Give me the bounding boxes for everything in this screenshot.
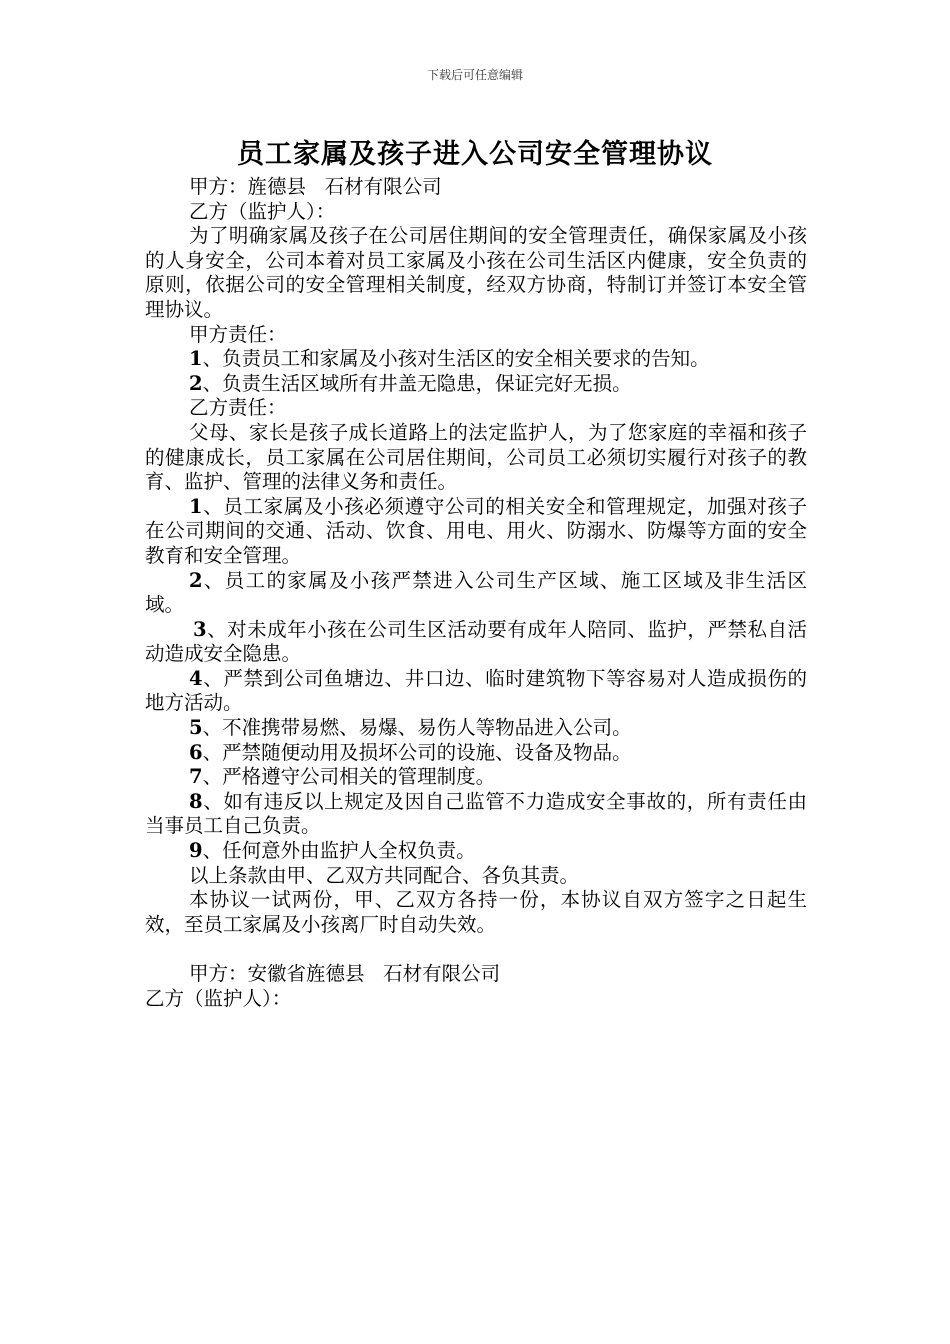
party-b-item-4 [145,667,807,716]
item-text: 、如有违反以上规定及因自己监管不力造成安全事故的，所有责任由当事员工自己负责。 [145,789,807,838]
item-text: 、严禁随便动用及损坏公司的设施、设备及物品。 [202,740,632,764]
item-text: 、负责生活区域所有井盖无隐患，保证完好无损。 [202,371,632,395]
item-number: 3 [193,617,207,641]
item-number: 4 [189,666,203,690]
item-number: 2 [189,371,203,395]
party-b-item-7 [145,765,807,790]
joint-responsibility: 以上条款由甲、乙双方共同配合、各负其责。 [189,863,580,887]
party-b-intro-paragraph: 父母、家长是孩子成长道路上的法定监护人，为了您家庭的幸福和孩子的健康成长，员工家属在公司居住期间，公司员工必须切实履行对孩子的教育、监护、管理的法律义务和责任。 [145,420,807,494]
party-a-responsibility-heading: 甲方责任： [189,322,287,346]
item-text: 、对未成年小孩在公司生区活动要有成年人陪同、监护，严禁私自活动造成安全隐患。 [145,617,807,666]
item-text: 、负责员工和家属及小孩对生活区的安全相关要求的告知。 [202,347,710,371]
party-a-item-1 [145,347,807,372]
item-text: 、不准携带易燃、易爆、易伤人等物品进入公司。 [202,716,632,740]
item-number: 1 [189,347,203,371]
item-text: 、严禁到公司鱼塘边、井口边、临时建筑物下等容易对人造成损伤的地方活动。 [145,666,807,715]
item-text: 、员工的家属及小孩严禁进入公司生产区域、施工区域及非生活区域。 [145,568,807,617]
party-b-item-9 [145,839,807,864]
party-b-line: 乙方（监护人）： [189,199,336,223]
item-text: 、严格遵守公司相关的管理制度。 [202,765,496,789]
item-text: 、员工家属及小孩必须遵守公司的相关安全和管理规定，加强对孩子在公司期间的交通、活动、饮食、用电、用火、防溺水、防爆等方面的安全教育和安全管理。 [145,494,807,567]
document-title: 员工家属及孩子进入公司安全管理协议 [237,139,713,170]
item-number: 5 [189,716,203,740]
spacer [145,937,807,962]
party-b-item-3 [145,618,807,667]
item-number: 2 [189,568,203,592]
party-a-line: 甲方：旌德县 石材有限公司 [189,175,442,198]
party-a-item-2 [145,372,807,397]
item-number: 7 [189,765,203,789]
intro-paragraph: 为了明确家属及孩子在公司居住期间的安全管理责任，确保家属及小孩的人身安全，公司本着对员工家属及小孩在公司生活区内健康，安全负责的原则，依据公司的安全管理相关制度，经双方协商，特制订并签订本安全管理协议。 [145,224,807,321]
item-number: 9 [189,839,203,863]
party-b-item-1 [145,495,807,569]
item-number: 8 [189,789,203,813]
page-header: 下载后可任意编辑 [426,68,523,82]
document-body [145,175,807,1011]
signature-party-a: 甲方：安徽省旌德县 石材有限公司 [189,962,501,985]
party-b-responsibility-heading: 乙方责任： [189,396,287,420]
party-b-item-2 [145,569,807,618]
party-b-item-8 [145,790,807,839]
party-b-item-6 [145,741,807,766]
validity-paragraph: 本协议一试两份，甲、乙双方各持一份，本协议自双方签字之日起生效，至员工家属及小孩离厂时自动失效。 [145,888,807,936]
item-number: 6 [189,740,203,764]
item-text: 、任何意外由监护人全权负责。 [202,839,476,863]
item-number: 1 [189,494,203,518]
signature-party-b: 乙方（监护人）： [145,986,292,1010]
party-b-item-5 [145,716,807,741]
